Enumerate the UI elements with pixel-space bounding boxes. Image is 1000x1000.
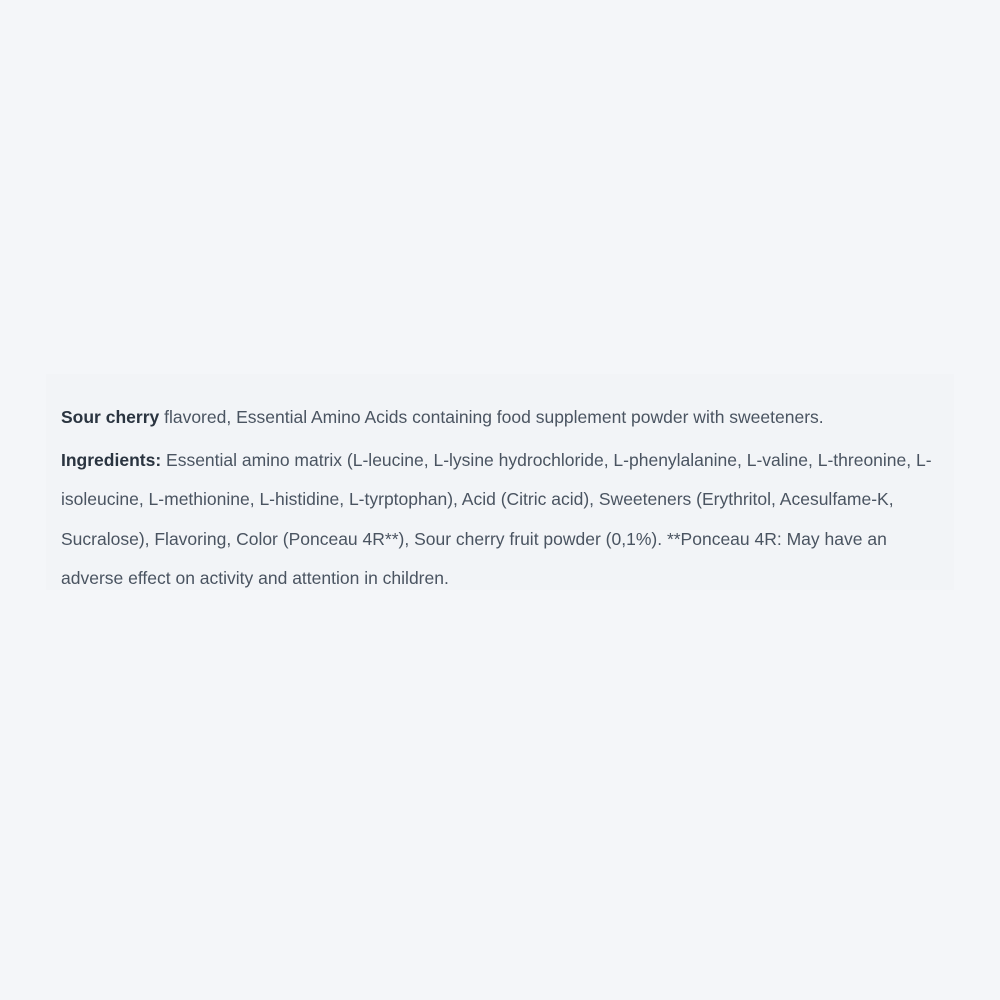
ingredients-label: Ingredients: <box>61 450 162 470</box>
product-summary <box>61 404 938 430</box>
flavor-description: flavored, Essential Amino Acids containing food supplement powder with sweeteners. <box>159 407 824 427</box>
ingredients-text: Essential amino matrix (L-leucine, L-lysine hydrochloride, L-phenylalanine, L-valine, L-threonine, L-isoleucine, L-methionine, L-histidine, L-tyrptophan), Acid (Citric acid), Sweeteners (Erythritol, Acesulfame-K, Sucralose), Flavoring, Color (Ponceau 4R**), Sour cherry fruit powder (0,1%). **Ponceau 4R: May have an adverse effect on activity and attention in children. <box>61 450 932 588</box>
ingredients-paragraph <box>61 441 938 598</box>
product-description-box <box>46 374 954 590</box>
flavor-label: Sour cherry <box>61 407 160 427</box>
